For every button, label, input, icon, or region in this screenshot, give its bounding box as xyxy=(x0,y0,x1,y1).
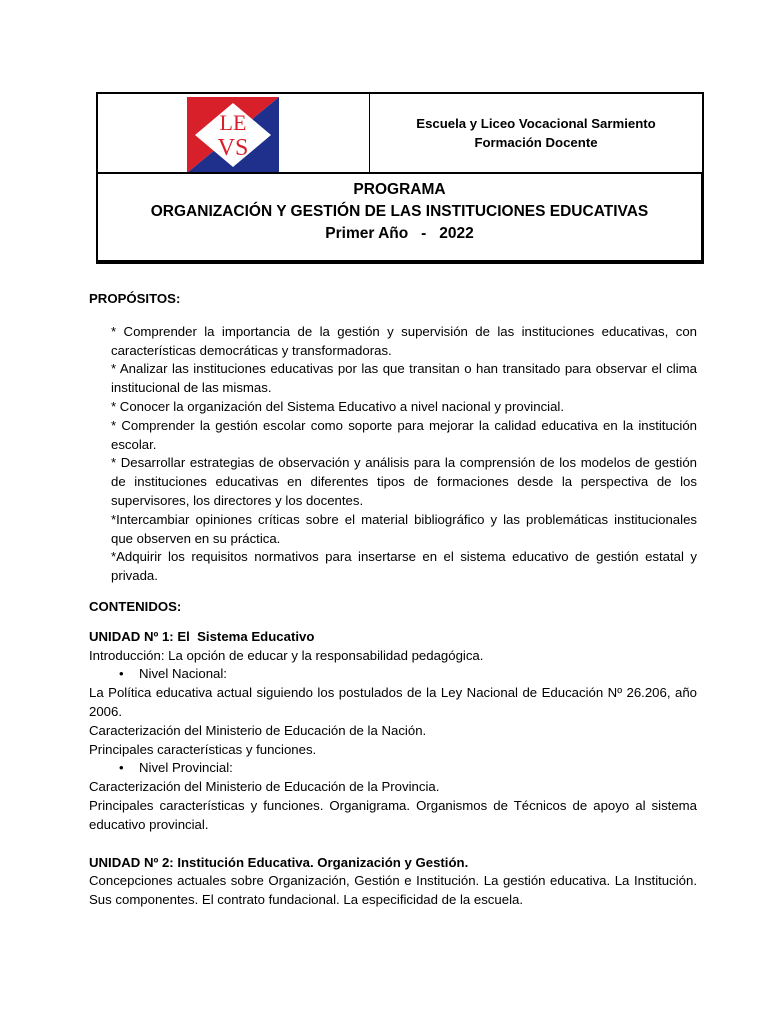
purposes-heading: PROPÓSITOS: xyxy=(89,291,181,306)
program-subject: ORGANIZACIÓN Y GESTIÓN DE LAS INSTITUCIONES EDUCATIVAS xyxy=(150,203,649,220)
unit-1-title: UNIDAD Nº 1: El Sistema Educativo xyxy=(89,628,315,644)
purpose-item: * Desarrollar estrategias de observación y análisis para la comprensión de los modelos de gestión de instituciones educativas en diferentes tipos de formaciones desde la perspectiva de los supervisores, los directores y los docentes. xyxy=(111,455,697,508)
provincial-line: Caracterización del Ministerio de Educación de la Provincia. xyxy=(89,779,440,795)
purposes-list xyxy=(111,323,697,586)
purpose-item: * Comprender la importancia de la gestión y supervisión de las instituciones educativas, con características democráticas y transformadoras. xyxy=(111,323,697,358)
unit-2-text: Concepciones actuales sobre Organización, Gestión e Institución. La gestión educativa. La Institución. Sus componentes. El contrato fundacional. La especificidad de la escuela. xyxy=(89,873,697,908)
national-line: La Política educativa actual siguiendo los postulados de la Ley Nacional de Educación Nº 26.206, año 2006. xyxy=(89,685,697,719)
school-logo xyxy=(187,97,279,173)
svg-text:LE: LE xyxy=(219,110,247,135)
school-name: Escuela y Liceo Vocacional Sarmiento xyxy=(416,116,656,131)
national-line: Caracterización del Ministerio de Educación de la Nación. xyxy=(89,722,427,738)
svg-text:VS: VS xyxy=(217,135,249,161)
school-department: Formación Docente xyxy=(474,135,598,150)
purpose-item: * Analizar las instituciones educativas por las que transitan o han transitado para observar el clima institucional de las mismas. xyxy=(111,361,697,396)
bullet-icon: • xyxy=(119,666,124,682)
bullet-icon: • xyxy=(119,760,124,776)
national-line: Principales características y funciones. xyxy=(89,741,317,757)
unit-2-title: UNIDAD Nº 2: Institución Educativa. Organización y Gestión. xyxy=(89,854,469,870)
school-name-cell xyxy=(370,94,702,172)
program-title-cell xyxy=(96,172,704,264)
program-year: Primer Año - 2022 xyxy=(325,225,474,242)
bullet-provincial xyxy=(119,759,697,778)
header-box xyxy=(96,92,704,262)
unit-1-intro: Introducción: La opción de educar y la responsabilidad pedagógica. xyxy=(89,647,484,663)
logo-cell xyxy=(98,94,370,172)
bullet-provincial-label: Nivel Provincial: xyxy=(139,760,233,776)
contents-heading: CONTENIDOS: xyxy=(89,598,182,614)
provincial-line: Principales características y funciones. Organigrama. Organismos de Técnicos de apoyo al sistema educativo provincial. xyxy=(89,797,697,832)
purpose-item: * Comprender la gestión escolar como soporte para mejorar la calidad educativa en la institución escolar. xyxy=(111,417,697,452)
purpose-item: *Adquirir los requisitos normativos para insertarse en el sistema educativo de gestión estatal y privada. xyxy=(111,549,697,584)
bullet-national-label: Nivel Nacional: xyxy=(139,666,227,682)
bullet-national xyxy=(119,665,697,684)
purpose-item: * Conocer la organización del Sistema Educativo a nivel nacional y provincial. xyxy=(111,398,565,414)
program-label: PROGRAMA xyxy=(353,181,446,198)
purpose-item: *Intercambiar opiniones críticas sobre el material bibliográfico y las problemáticas institucionales que observen en su práctica. xyxy=(111,511,697,546)
document-body xyxy=(89,290,697,910)
